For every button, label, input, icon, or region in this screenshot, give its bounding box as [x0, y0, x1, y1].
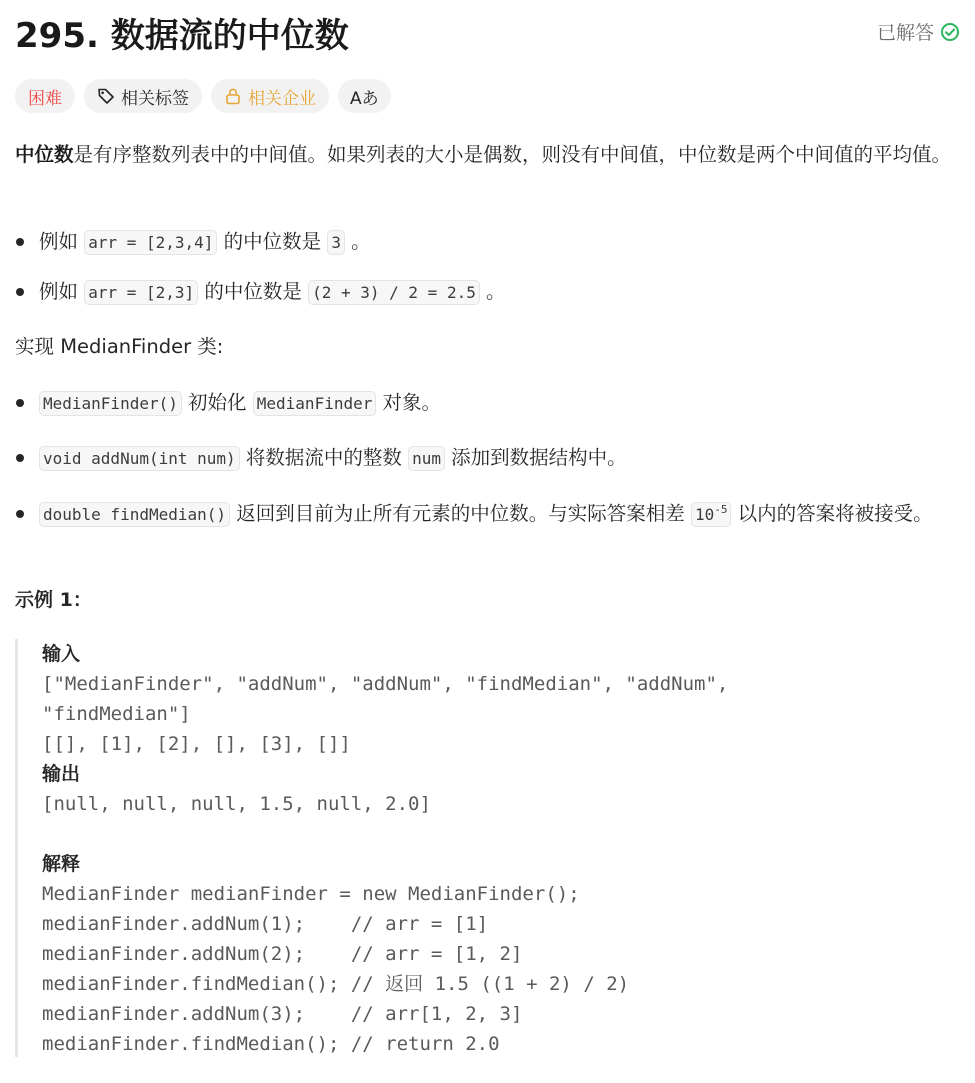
example-title: 示例 1： [15, 589, 92, 611]
list-item-text: MedianFinder() 初始化 MedianFinder 对象。 [39, 387, 939, 419]
list-item-text: void addNum(int num) 将数据流中的整数 num 添加到数据结构中。 [39, 442, 939, 474]
font-toggle-button[interactable]: Aあ [338, 79, 391, 113]
output-line: [null, null, null, 1.5, null, 2.0] [42, 793, 431, 815]
intro-paragraph [15, 139, 955, 170]
bullet-dot [16, 288, 24, 296]
problem-header [15, 0, 960, 66]
output-label: 输出 [42, 763, 81, 785]
input-line: "findMedian"] [42, 703, 191, 725]
bullet-dot [16, 399, 24, 407]
inline-code: num [408, 446, 445, 471]
explain-line: MedianFinder medianFinder = new MedianFinder(); [42, 883, 580, 905]
inline-code: MedianFinder [253, 391, 377, 416]
explain-line: medianFinder.findMedian(); // return 2.0 [42, 1033, 500, 1055]
related-companies-button[interactable] [211, 79, 329, 113]
difficulty-badge[interactable]: 困难 [15, 79, 75, 113]
solved-label: 已解答 [876, 22, 934, 44]
explain-label: 解释 [42, 853, 81, 875]
input-line: [[], [1], [2], [], [3], []] [42, 733, 351, 755]
example-block [15, 639, 945, 1057]
explain-line: medianFinder.addNum(1); // arr = [1] [42, 913, 489, 935]
inline-code: void addNum(int num) [39, 446, 240, 471]
inline-code: double findMedian() [39, 502, 230, 527]
explain-line: medianFinder.addNum(3); // arr[1, 2, 3] [42, 1003, 523, 1025]
bullet-dot [16, 454, 24, 462]
explain-line: medianFinder.findMedian(); // 返回 1.5 ((1 + 2) / 2) [42, 973, 630, 995]
inline-code: (2 + 3) / 2 = 2.5 [308, 280, 480, 305]
related-companies-label: 相关企业 [248, 88, 316, 109]
list-item-text: 例如 arr = [2,3,4] 的中位数是 3 。 [39, 230, 371, 253]
problem-title: 295. 数据流的中位数 [15, 16, 349, 56]
intro-bold: 中位数 [15, 143, 74, 166]
tag-bar [15, 79, 960, 113]
related-tags-label: 相关标签 [121, 88, 189, 109]
list-item-text: 例如 arr = [2,3] 的中位数是 (2 + 3) / 2 = 2.5 。 [39, 280, 506, 303]
inline-code: arr = [2,3] [84, 280, 198, 305]
explain-line: medianFinder.addNum(2); // arr = [1, 2] [42, 943, 523, 965]
inline-code: $10^{-5}$ [691, 502, 732, 527]
input-line: ["MedianFinder", "addNum", "addNum", "findMedian", "addNum", [42, 673, 729, 695]
implement-paragraph: 实现 MedianFinder 类: [15, 335, 224, 358]
related-tags-button[interactable] [84, 79, 202, 113]
inline-code: 3 [327, 230, 345, 255]
lock-icon [224, 87, 242, 105]
intro-text: 是有序整数列表中的中间值。如果列表的大小是偶数，则没有中间值，中位数是两个中间值的平均值。 [73, 143, 952, 166]
tag-icon [97, 87, 115, 105]
inline-code: MedianFinder() [39, 391, 182, 416]
solved-status [877, 18, 960, 45]
inline-code: arr = [2,3,4] [84, 230, 217, 255]
check-circle-icon [940, 22, 960, 42]
list-item-text: double findMedian() 返回到目前为止所有元素的中位数。与实际答案相差 $10^{-5}$ 以内的答案将被接受。 [39, 498, 939, 530]
bullet-dot [16, 238, 24, 246]
input-label: 输入 [42, 643, 81, 665]
problem-page [15, 0, 960, 1055]
bullet-dot [16, 510, 24, 518]
